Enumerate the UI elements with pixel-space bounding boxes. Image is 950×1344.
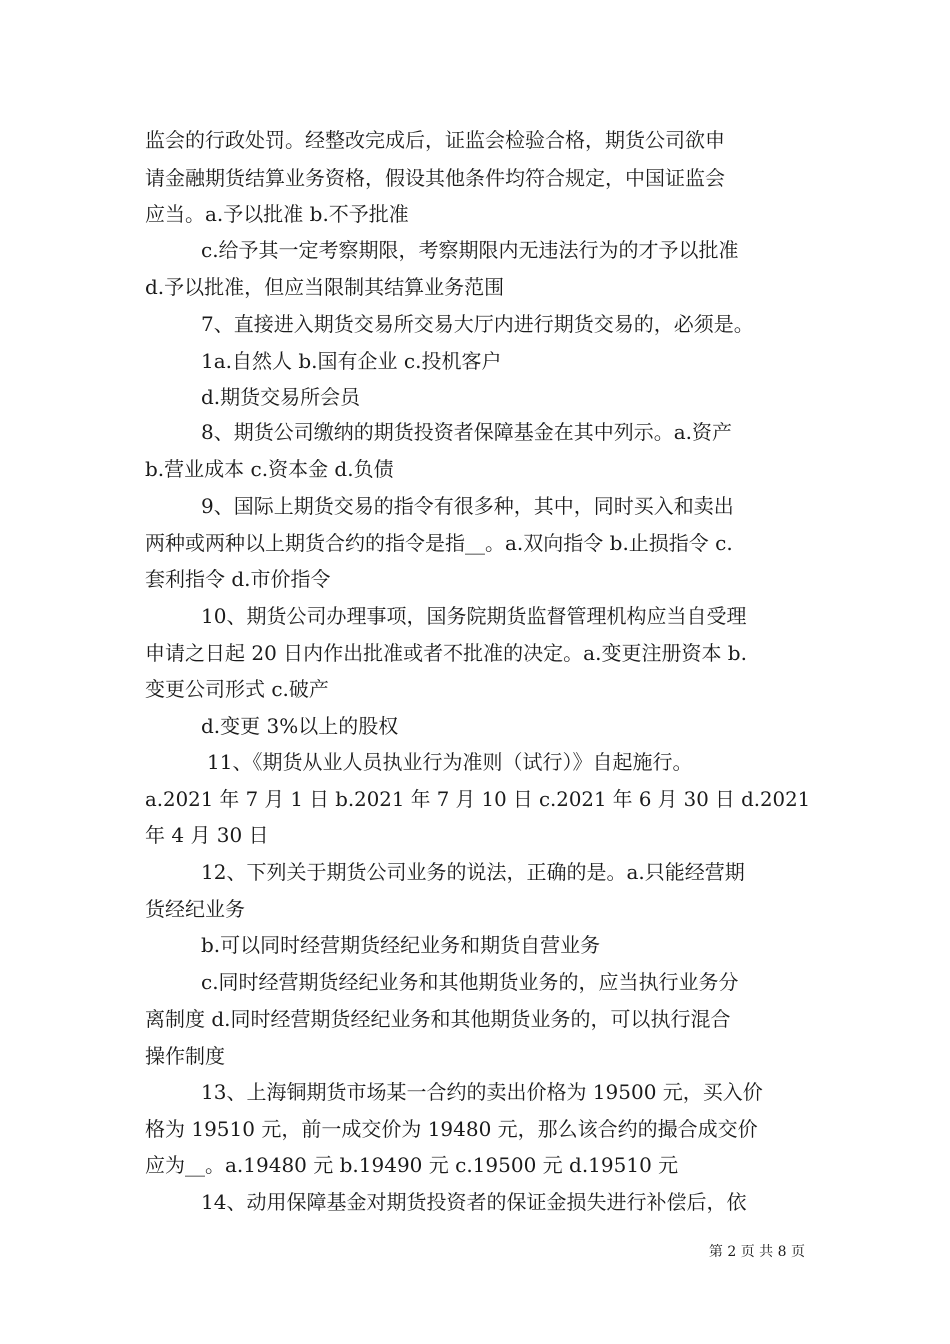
- text-line: a.2021 年 7 月 1 日 b.2021 年 7 月 10 日 c.2021 年 6 月 30 日 d.2021: [145, 787, 811, 811]
- text-line: 操作制度: [145, 1044, 225, 1068]
- text-line: c.给予其一定考察期限，考察期限内无违法行为的才予以批准: [201, 238, 739, 262]
- text-line: 10、期货公司办理事项，国务院期货监督管理机构应当自受理: [201, 604, 747, 628]
- text-line: 两种或两种以上期货合约的指令是指__。a.双向指令 b.止损指令 c.: [145, 531, 733, 555]
- text-line: 应当。a.予以批准 b.不予批准: [145, 202, 409, 226]
- page-number-footer: 第 2 页 共 8 页: [708, 1244, 805, 1260]
- text-line: 9、国际上期货交易的指令有很多种，其中，同时买入和卖出: [201, 494, 734, 518]
- text-line: 11、《期货从业人员执业行为准则（试行）》自起施行。: [207, 750, 693, 774]
- text-line: 请金融期货结算业务资格，假设其他条件均符合规定，中国证监会: [145, 166, 725, 190]
- text-line: 14、动用保障基金对期货投资者的保证金损失进行补偿后，依: [201, 1190, 747, 1214]
- text-line: 13、上海铜期货市场某一合约的卖出价格为 19500 元，买入价: [201, 1080, 763, 1104]
- text-line: 12、下列关于期货公司业务的说法，正确的是。a.只能经营期: [201, 860, 745, 884]
- text-line: d.期货交易所会员: [201, 385, 361, 409]
- text-line: 套利指令 d.市价指令: [145, 567, 331, 591]
- text-line: 申请之日起 20 日内作出批准或者不批准的决定。a.变更注册资本 b.: [145, 641, 747, 665]
- text-line: 应为__。a.19480 元 b.19490 元 c.19500 元 d.19510 元: [145, 1153, 679, 1177]
- text-line: 监会的行政处罚。经整改完成后，证监会检验合格，期货公司欲申: [145, 128, 725, 152]
- text-line: d.变更 3%以上的股权: [201, 714, 399, 738]
- text-line: 变更公司形式 c.破产: [145, 677, 329, 701]
- text-line: 年 4 月 30 日: [145, 823, 269, 847]
- text-line: d.予以批准，但应当限制其结算业务范围: [145, 275, 505, 299]
- text-line: 货经纪业务: [145, 897, 245, 921]
- text-line: 离制度 d.同时经营期货经纪业务和其他期货业务的，可以执行混合: [145, 1007, 731, 1031]
- text-line: b.可以同时经营期货经纪业务和期货自营业务: [201, 933, 601, 957]
- text-line: c.同时经营期货经纪业务和其他期货业务的，应当执行业务分: [201, 970, 739, 994]
- text-line: 7、直接进入期货交易所交易大厅内进行期货交易的，必须是。: [201, 312, 754, 336]
- text-line: 格为 19510 元，前一成交价为 19480 元，那么该合约的撮合成交价: [145, 1117, 758, 1141]
- text-line: 8、期货公司缴纳的期货投资者保障基金在其中列示。a.资产: [201, 420, 733, 444]
- text-line: b.营业成本 c.资本金 d.负债: [145, 457, 394, 481]
- text-line: 1a.自然人 b.国有企业 c.投机客户: [201, 349, 502, 373]
